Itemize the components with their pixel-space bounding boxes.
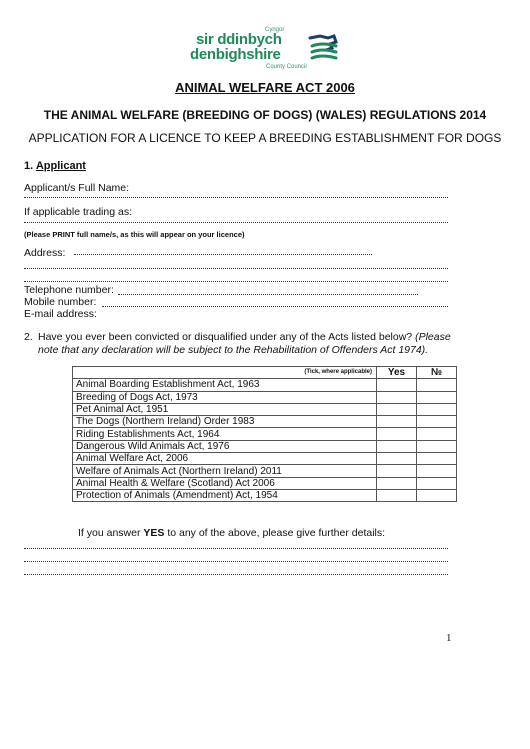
no-checkbox-cell[interactable]	[417, 391, 457, 403]
further-yes-word: YES	[143, 527, 165, 539]
yes-checkbox-cell[interactable]	[377, 428, 417, 440]
table-row	[73, 453, 457, 465]
further-suffix: to any of the above, please give further details:	[167, 527, 386, 539]
document-title: ANIMAL WELFARE ACT 2006	[175, 80, 355, 95]
tick-header: (Tick, where applicable)	[73, 367, 377, 379]
telephone-field[interactable]	[118, 294, 418, 295]
table-row	[73, 489, 457, 501]
table-row	[73, 403, 457, 415]
question-text-block	[38, 331, 454, 356]
table-row	[73, 416, 457, 428]
yes-checkbox-cell[interactable]	[377, 453, 417, 465]
no-checkbox-cell[interactable]	[417, 440, 457, 452]
regulations-title: THE ANIMAL WELFARE (BREEDING OF DOGS) (WALES) REGULATIONS 2014	[43, 108, 487, 122]
table-row	[73, 391, 457, 403]
logo-welsh-name: sir ddinbych	[196, 31, 282, 48]
acts-table	[72, 366, 457, 502]
act-name: Animal Health & Welfare (Scotland) Act 2006	[73, 477, 377, 489]
act-name: Welfare of Animals Act (Northern Ireland) 2011	[73, 465, 377, 477]
yes-checkbox-cell[interactable]	[377, 465, 417, 477]
yes-checkbox-cell[interactable]	[377, 440, 417, 452]
table-row	[73, 477, 457, 489]
full-name-field[interactable]	[24, 197, 448, 198]
act-name: The Dogs (Northern Ireland) Order 1983	[73, 416, 377, 428]
yes-checkbox-cell[interactable]	[377, 379, 417, 391]
trading-as-label: If applicable trading as:	[24, 206, 132, 218]
yes-checkbox-cell[interactable]	[377, 416, 417, 428]
no-checkbox-cell[interactable]	[417, 428, 457, 440]
act-name: Breeding of Dogs Act, 1973	[73, 391, 377, 403]
act-name: Animal Welfare Act, 2006	[73, 453, 377, 465]
table-row	[73, 440, 457, 452]
question-number: 2.	[24, 331, 33, 343]
telephone-label: Telephone number:	[24, 284, 114, 296]
table-row	[73, 379, 457, 391]
yes-header: Yes	[377, 367, 417, 379]
no-checkbox-cell[interactable]	[417, 379, 457, 391]
no-checkbox-cell[interactable]	[417, 453, 457, 465]
further-prefix: If you answer	[78, 527, 141, 539]
no-checkbox-cell[interactable]	[417, 477, 457, 489]
question-text: Have you ever been convicted or disqualified under any of the Acts listed below?	[38, 331, 413, 343]
logo-english-name: denbighshire	[190, 46, 281, 63]
section-applicant-heading	[24, 160, 86, 172]
acts-table-header	[73, 367, 457, 379]
email-label: E-mail address:	[24, 308, 97, 320]
address-label: Address:	[24, 247, 66, 259]
print-name-note: (Please PRINT full name/s, as this will appear on your licence)	[24, 230, 245, 239]
address-field-line-2[interactable]	[24, 268, 448, 269]
address-field-line-1[interactable]	[74, 254, 372, 255]
yes-checkbox-cell[interactable]	[377, 403, 417, 415]
mobile-field[interactable]	[102, 306, 448, 307]
address-field-line-3[interactable]	[24, 281, 448, 282]
section-heading-text: Applicant	[35, 160, 86, 172]
no-header: №	[417, 367, 457, 379]
act-name: Dangerous Wild Animals Act, 1976	[73, 440, 377, 452]
act-name: Protection of Animals (Amendment) Act, 1954	[73, 489, 377, 501]
act-name: Animal Boarding Establishment Act, 1963	[73, 379, 377, 391]
mobile-label: Mobile number:	[24, 296, 97, 308]
yes-checkbox-cell[interactable]	[377, 477, 417, 489]
table-row	[73, 428, 457, 440]
question-convictions	[24, 331, 454, 356]
further-details-line-1[interactable]	[24, 548, 448, 549]
logo-cyngor-text: Cyngor	[265, 27, 285, 33]
full-name-label: Applicant/s Full Name:	[24, 182, 130, 194]
yes-checkbox-cell[interactable]	[377, 391, 417, 403]
logo-emblem-icon	[306, 32, 342, 68]
no-checkbox-cell[interactable]	[417, 489, 457, 501]
application-title: APPLICATION FOR A LICENCE TO KEEP A BREEDING ESTABLISHMENT FOR DOGS	[28, 131, 502, 145]
further-details-line-3[interactable]	[24, 574, 448, 575]
trading-as-field[interactable]	[24, 222, 448, 223]
council-logo	[190, 22, 350, 72]
page-number: 1	[446, 632, 452, 644]
act-name: Riding Establishments Act, 1964	[73, 428, 377, 440]
act-name: Pet Animal Act, 1951	[73, 403, 377, 415]
table-row	[73, 465, 457, 477]
logo-county-council-text: County Council	[266, 64, 307, 70]
further-details-prompt	[78, 527, 385, 539]
no-checkbox-cell[interactable]	[417, 416, 457, 428]
further-details-line-2[interactable]	[24, 561, 448, 562]
no-checkbox-cell[interactable]	[417, 465, 457, 477]
rehabilitation-note: (Please note that any declaration will be subject to the Rehabilitation of Offenders Act 1974).	[38, 331, 451, 356]
section-number: 1.	[24, 160, 34, 172]
no-checkbox-cell[interactable]	[417, 403, 457, 415]
yes-checkbox-cell[interactable]	[377, 489, 417, 501]
